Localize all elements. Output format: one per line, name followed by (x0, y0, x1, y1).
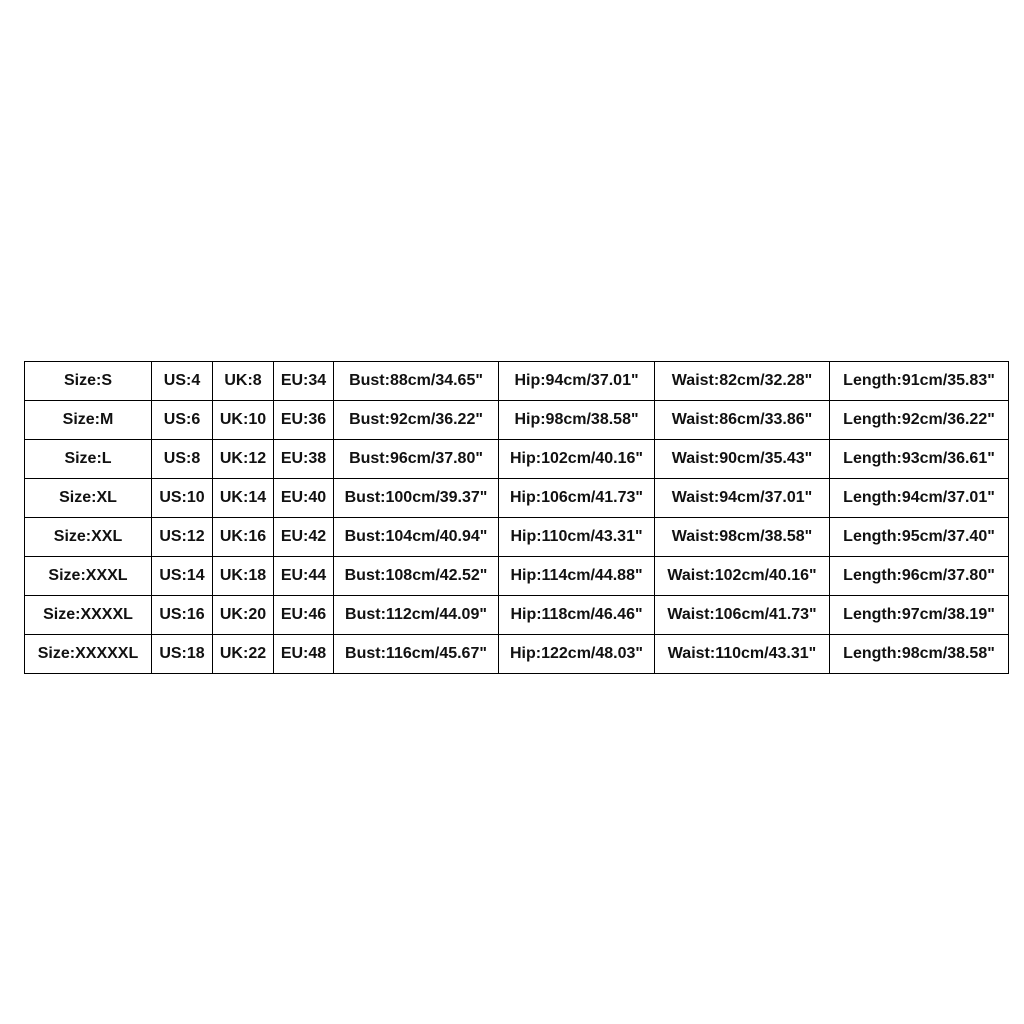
waist-cell: Waist:98cm/38.58" (655, 518, 830, 557)
size-cell: Size:M (25, 401, 152, 440)
uk-size-cell: UK:22 (213, 635, 274, 674)
hip-cell: Hip:102cm/40.16" (499, 440, 655, 479)
uk-size-cell: UK:10 (213, 401, 274, 440)
bust-cell: Bust:92cm/36.22" (334, 401, 499, 440)
hip-cell: Hip:118cm/46.46" (499, 596, 655, 635)
length-cell: Length:94cm/37.01" (830, 479, 1009, 518)
hip-cell: Hip:106cm/41.73" (499, 479, 655, 518)
bust-cell: Bust:108cm/42.52" (334, 557, 499, 596)
table-row (25, 518, 1009, 557)
us-size-cell: US:12 (152, 518, 213, 557)
eu-size-cell: EU:40 (274, 479, 334, 518)
eu-size-cell: EU:46 (274, 596, 334, 635)
uk-size-cell: UK:12 (213, 440, 274, 479)
bust-cell: Bust:96cm/37.80" (334, 440, 499, 479)
length-cell: Length:97cm/38.19" (830, 596, 1009, 635)
hip-cell: Hip:98cm/38.58" (499, 401, 655, 440)
uk-size-cell: UK:18 (213, 557, 274, 596)
size-cell: Size:XXXL (25, 557, 152, 596)
eu-size-cell: EU:34 (274, 362, 334, 401)
waist-cell: Waist:90cm/35.43" (655, 440, 830, 479)
hip-cell: Hip:122cm/48.03" (499, 635, 655, 674)
uk-size-cell: UK:16 (213, 518, 274, 557)
uk-size-cell: UK:14 (213, 479, 274, 518)
hip-cell: Hip:114cm/44.88" (499, 557, 655, 596)
eu-size-cell: EU:42 (274, 518, 334, 557)
us-size-cell: US:8 (152, 440, 213, 479)
us-size-cell: US:16 (152, 596, 213, 635)
size-cell: Size:XXXXL (25, 596, 152, 635)
waist-cell: Waist:86cm/33.86" (655, 401, 830, 440)
bust-cell: Bust:116cm/45.67" (334, 635, 499, 674)
table-row (25, 557, 1009, 596)
uk-size-cell: UK:8 (213, 362, 274, 401)
length-cell: Length:91cm/35.83" (830, 362, 1009, 401)
bust-cell: Bust:104cm/40.94" (334, 518, 499, 557)
eu-size-cell: EU:44 (274, 557, 334, 596)
waist-cell: Waist:106cm/41.73" (655, 596, 830, 635)
eu-size-cell: EU:36 (274, 401, 334, 440)
waist-cell: Waist:102cm/40.16" (655, 557, 830, 596)
bust-cell: Bust:112cm/44.09" (334, 596, 499, 635)
waist-cell: Waist:110cm/43.31" (655, 635, 830, 674)
waist-cell: Waist:94cm/37.01" (655, 479, 830, 518)
us-size-cell: US:10 (152, 479, 213, 518)
us-size-cell: US:4 (152, 362, 213, 401)
table-row (25, 401, 1009, 440)
length-cell: Length:96cm/37.80" (830, 557, 1009, 596)
table-row (25, 635, 1009, 674)
table-row (25, 479, 1009, 518)
us-size-cell: US:14 (152, 557, 213, 596)
size-chart-table (24, 361, 1009, 674)
size-cell: Size:XXXXXL (25, 635, 152, 674)
length-cell: Length:95cm/37.40" (830, 518, 1009, 557)
size-cell: Size:XXL (25, 518, 152, 557)
waist-cell: Waist:82cm/32.28" (655, 362, 830, 401)
bust-cell: Bust:88cm/34.65" (334, 362, 499, 401)
length-cell: Length:93cm/36.61" (830, 440, 1009, 479)
length-cell: Length:98cm/38.58" (830, 635, 1009, 674)
length-cell: Length:92cm/36.22" (830, 401, 1009, 440)
size-cell: Size:S (25, 362, 152, 401)
uk-size-cell: UK:20 (213, 596, 274, 635)
table-row (25, 362, 1009, 401)
eu-size-cell: EU:38 (274, 440, 334, 479)
hip-cell: Hip:94cm/37.01" (499, 362, 655, 401)
hip-cell: Hip:110cm/43.31" (499, 518, 655, 557)
size-cell: Size:L (25, 440, 152, 479)
us-size-cell: US:18 (152, 635, 213, 674)
table-row (25, 596, 1009, 635)
eu-size-cell: EU:48 (274, 635, 334, 674)
bust-cell: Bust:100cm/39.37" (334, 479, 499, 518)
us-size-cell: US:6 (152, 401, 213, 440)
size-cell: Size:XL (25, 479, 152, 518)
table-row (25, 440, 1009, 479)
